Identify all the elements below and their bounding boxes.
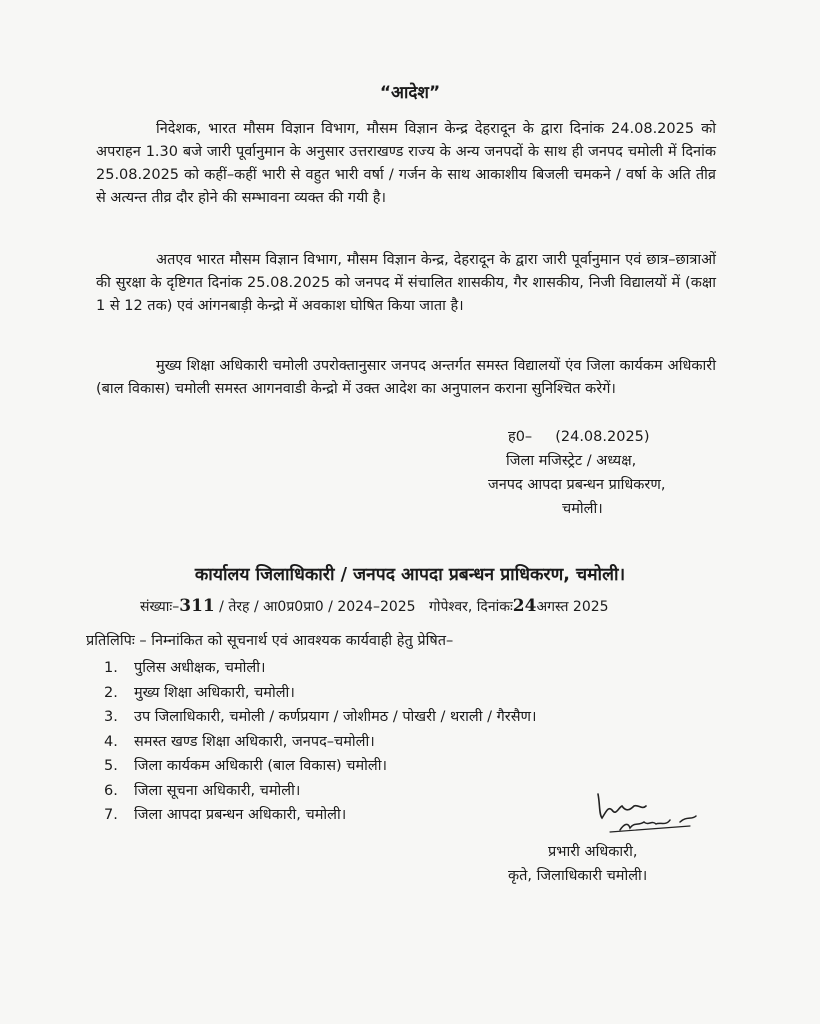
list-item-number: 6. bbox=[104, 782, 118, 799]
list-item-number: 2. bbox=[104, 684, 118, 701]
list-item bbox=[104, 730, 536, 755]
order-paragraph-3 bbox=[96, 355, 716, 401]
list-item bbox=[104, 656, 536, 681]
order-paragraph-3-text: मुख्य शिक्षा अधिकारी चमोली उपरोक्तानुसार जनपद अन्तर्गत समस्त विद्यालयों एंव जिला कार्यकम अधिकारी (बाल विकास) चमोली समस्त आगनवाडी केन्द्रो में उक्त आदेश का अनुपालन कराना सुनिश्चित करेगें। bbox=[96, 358, 716, 397]
list-item bbox=[104, 803, 536, 828]
copy-to-list bbox=[104, 656, 536, 828]
order-title: “आदेश” bbox=[379, 83, 441, 103]
list-item-number: 4. bbox=[104, 733, 118, 750]
list-item-text: जिला कार्यकम अधिकारी (बाल विकास) चमोली। bbox=[134, 758, 387, 774]
list-item bbox=[104, 705, 536, 730]
office-heading: कार्यालय जिलाधिकारी / जनपद आपदा प्रबन्धन प्राधिकरण, चमोली। bbox=[194, 565, 626, 585]
list-item-text: जिला आपदा प्रबन्धन अधिकारी, चमोली। bbox=[134, 807, 347, 823]
list-item-number: 5. bbox=[104, 758, 118, 774]
order-paragraph-2 bbox=[96, 249, 716, 318]
list-item-text: मुख्य शिक्षा अधिकारी, चमोली। bbox=[134, 684, 295, 701]
order-paragraph-1-text: निदेशक, भारत मौसम विज्ञान विभाग, मौसम विज्ञान केन्द्र देहरादून के द्वारा दिनांक 24.08.2025 को अपराहन 1.30 बजे जारी पूर्वानुमान के अनुसार उत्तराखण्ड राज्य के अन्य जनपदों के साथ ही जनपद चमोली में दिनांक 25.08.2025 को कहीं–कहीं भारी से वहुत भारी वर्षा / गर्जन के साथ आकाशीय बिजली चमकने / वर्षा के अति तीव्र से अत्यन्त तीव्र दौर होने की सम्भावना व्यक्त की गयी है। bbox=[96, 121, 716, 206]
date-rest: अगस्त 2025 bbox=[536, 599, 609, 615]
place-date-label: गोपेश्वर, दिनांकः bbox=[428, 599, 513, 615]
order-paragraph-1 bbox=[96, 118, 716, 210]
list-item-number: 7. bbox=[104, 807, 118, 823]
list-item-text: पुलिस अधीक्षक, चमोली। bbox=[134, 660, 266, 676]
list-item-number: 3. bbox=[104, 709, 118, 725]
list-item-text: जिला सूचना अधिकारी, चमोली। bbox=[134, 782, 301, 799]
order-paragraph-2-text: अतएव भारत मौसम विज्ञान विभाग, मौसम विज्ञान केन्द्र, देहरादून के द्वारा जारी पूर्वानुमान एवं छात्र–छात्राओं की सुरक्षा के दृष्टिगत दिनांक 25.08.2025 को जनपद में संचालित शासकीय, गैर शासकीय, निजी विद्यालयों में (कक्षा 1 से 12 तक) एवं आंगनबाड़ी केन्द्रो में अवकाश घोषित किया जाता है। bbox=[96, 252, 716, 314]
date-day: 24 bbox=[512, 596, 537, 616]
order-signature-line-4: चमोली। bbox=[562, 501, 603, 517]
reference-line bbox=[140, 596, 609, 616]
list-item-text: उप जिलाधिकारी, चमोली / कर्णप्रयाग / जोशीमठ / पोखरी / थराली / गैरसैण। bbox=[134, 709, 537, 725]
copy-to-label: प्रतिलिपिः – निम्नांकित को सूचनार्थ एवं आवश्यक कार्यवाही हेतु प्रेषित– bbox=[86, 633, 454, 649]
list-item-number: 1. bbox=[104, 660, 118, 676]
list-item bbox=[104, 754, 536, 779]
reference-prefix: संख्याः– bbox=[140, 599, 180, 615]
reference-number: 311 bbox=[179, 596, 215, 616]
list-item-text: समस्त खण्ड शिक्षा अधिकारी, जनपद–चमोली। bbox=[134, 733, 375, 750]
list-item bbox=[104, 681, 536, 706]
handwritten-signature bbox=[590, 786, 710, 836]
final-signature-line-2: कृते, जिलाधिकारी चमोली। bbox=[508, 868, 648, 884]
list-item bbox=[104, 779, 536, 804]
order-signature-line-1: ह0– (24.08.2025) bbox=[508, 429, 650, 445]
order-signature-line-3: जनपद आपदा प्रबन्धन प्राधिकरण, bbox=[488, 477, 666, 493]
reference-middle: / तेरह / आ0प्र0प्रा0 / 2024–2025 bbox=[214, 599, 416, 615]
final-signature-line-1: प्रभारी अधिकारी, bbox=[548, 844, 638, 860]
order-signature-line-2: जिला मजिस्ट्रेट / अध्यक्ष, bbox=[506, 453, 637, 469]
